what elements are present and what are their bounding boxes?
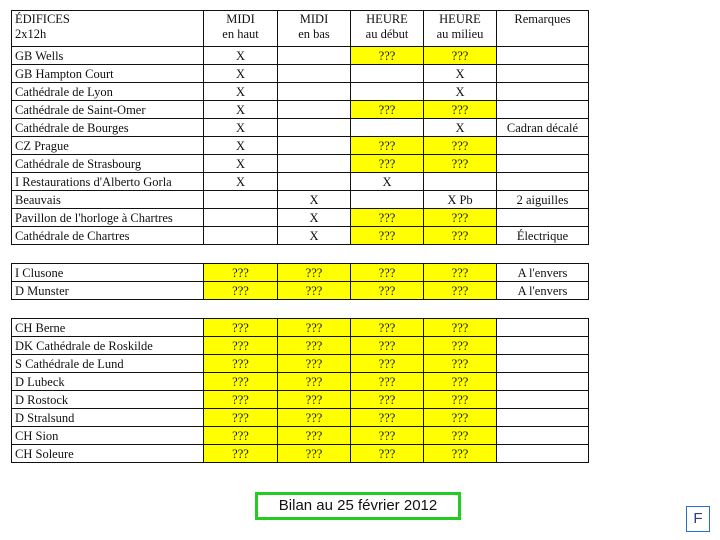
cell-midi-en-bas: ??? xyxy=(278,282,351,300)
cell-heure-au-milieu: ??? xyxy=(424,391,497,409)
cell-remarques xyxy=(497,427,589,445)
table-row xyxy=(12,319,589,337)
cell-heure-au-debut: ??? xyxy=(351,282,424,300)
cell-edifice-name: Cathédrale de Lyon xyxy=(12,83,204,101)
cell-remarques xyxy=(497,101,589,119)
cell-heure-au-milieu: X xyxy=(424,119,497,137)
cell-edifice-name: GB Wells xyxy=(12,47,204,65)
cell-edifice-name: D Lubeck xyxy=(12,373,204,391)
table-row xyxy=(12,427,589,445)
cell-heure-au-debut xyxy=(351,119,424,137)
cell-midi-en-bas: X xyxy=(278,227,351,245)
table-row xyxy=(12,101,589,119)
table-row xyxy=(12,173,589,191)
cell-remarques: Électrique xyxy=(497,227,589,245)
cell-heure-au-debut xyxy=(351,83,424,101)
table-row xyxy=(12,264,589,282)
cell-heure-au-milieu: ??? xyxy=(424,101,497,119)
cell-midi-en-haut: X xyxy=(204,47,278,65)
cell-remarques: A l'envers xyxy=(497,264,589,282)
header-heure-au-debut xyxy=(351,11,424,47)
header-midi-en-haut-line2: en haut xyxy=(222,27,259,41)
cell-edifice-name: DK Cathédrale de Roskilde xyxy=(12,337,204,355)
cell-remarques xyxy=(497,155,589,173)
cell-midi-en-bas: ??? xyxy=(278,355,351,373)
cell-edifice-name: CH Soleure xyxy=(12,445,204,463)
cell-midi-en-bas: X xyxy=(278,191,351,209)
cell-remarques xyxy=(497,319,589,337)
cell-heure-au-milieu: ??? xyxy=(424,264,497,282)
cell-heure-au-debut xyxy=(351,65,424,83)
cell-heure-au-debut: ??? xyxy=(351,427,424,445)
cell-edifice-name: Cathédrale de Chartres xyxy=(12,227,204,245)
cell-midi-en-bas: ??? xyxy=(278,391,351,409)
cell-edifice-name: S Cathédrale de Lund xyxy=(12,355,204,373)
header-remarques xyxy=(497,11,589,47)
cell-heure-au-milieu: ??? xyxy=(424,409,497,427)
cell-midi-en-bas: ??? xyxy=(278,264,351,282)
cell-remarques xyxy=(497,409,589,427)
cell-midi-en-haut: X xyxy=(204,83,278,101)
cell-remarques xyxy=(497,83,589,101)
slide-corner-label: F xyxy=(686,506,710,532)
cell-edifice-name: D Stralsund xyxy=(12,409,204,427)
cell-midi-en-bas xyxy=(278,101,351,119)
cell-heure-au-milieu: X Pb xyxy=(424,191,497,209)
header-edifices-line1: ÉDIFICES xyxy=(15,12,70,26)
cell-heure-au-milieu: ??? xyxy=(424,47,497,65)
cell-heure-au-debut: ??? xyxy=(351,337,424,355)
cell-midi-en-bas xyxy=(278,119,351,137)
cell-remarques xyxy=(497,445,589,463)
header-heure-au-milieu-line2: au milieu xyxy=(436,27,484,41)
cell-midi-en-haut: ??? xyxy=(204,445,278,463)
cell-heure-au-milieu: ??? xyxy=(424,209,497,227)
cell-heure-au-debut: ??? xyxy=(351,373,424,391)
cell-midi-en-haut: ??? xyxy=(204,319,278,337)
table-row xyxy=(12,373,589,391)
group-2-body xyxy=(12,264,589,300)
cell-heure-au-milieu: ??? xyxy=(424,373,497,391)
cell-edifice-name: Cathédrale de Saint-Omer xyxy=(12,101,204,119)
cell-heure-au-debut: ??? xyxy=(351,209,424,227)
table-row xyxy=(12,409,589,427)
table-group-3 xyxy=(11,318,589,463)
cell-remarques xyxy=(497,65,589,83)
cell-midi-en-haut: ??? xyxy=(204,355,278,373)
cell-midi-en-haut: ??? xyxy=(204,409,278,427)
table-row xyxy=(12,119,589,137)
cell-heure-au-milieu: ??? xyxy=(424,445,497,463)
cell-midi-en-bas: ??? xyxy=(278,319,351,337)
cell-edifice-name: I Clusone xyxy=(12,264,204,282)
cell-midi-en-bas xyxy=(278,173,351,191)
cell-edifice-name: Pavillon de l'horloge à Chartres xyxy=(12,209,204,227)
cell-edifice-name: Cathédrale de Bourges xyxy=(12,119,204,137)
cell-midi-en-bas: ??? xyxy=(278,427,351,445)
cell-heure-au-milieu: ??? xyxy=(424,319,497,337)
table-row xyxy=(12,65,589,83)
cell-heure-au-debut: ??? xyxy=(351,155,424,173)
header-heure-au-debut-line1: HEURE xyxy=(366,12,408,26)
cell-midi-en-bas: ??? xyxy=(278,409,351,427)
header-remarques-line1: Remarques xyxy=(514,12,571,26)
cell-heure-au-milieu: X xyxy=(424,83,497,101)
cell-midi-en-bas xyxy=(278,47,351,65)
cell-midi-en-bas: ??? xyxy=(278,337,351,355)
cell-midi-en-haut: X xyxy=(204,101,278,119)
cell-remarques xyxy=(497,209,589,227)
cell-heure-au-milieu xyxy=(424,173,497,191)
cell-midi-en-haut xyxy=(204,209,278,227)
cell-midi-en-bas xyxy=(278,155,351,173)
cell-remarques: 2 aiguilles xyxy=(497,191,589,209)
table-row xyxy=(12,47,589,65)
cell-midi-en-haut: ??? xyxy=(204,337,278,355)
cell-heure-au-milieu: ??? xyxy=(424,282,497,300)
header-midi-en-bas-line2: en bas xyxy=(298,27,330,41)
cell-heure-au-debut: ??? xyxy=(351,409,424,427)
cell-heure-au-debut: ??? xyxy=(351,264,424,282)
cell-remarques xyxy=(497,355,589,373)
cell-midi-en-bas xyxy=(278,83,351,101)
cell-midi-en-haut: ??? xyxy=(204,282,278,300)
header-heure-au-milieu xyxy=(424,11,497,47)
cell-midi-en-bas xyxy=(278,65,351,83)
cell-edifice-name: CH Berne xyxy=(12,319,204,337)
cell-remarques xyxy=(497,137,589,155)
cell-edifice-name: I Restaurations d'Alberto Gorla xyxy=(12,173,204,191)
cell-heure-au-milieu: ??? xyxy=(424,155,497,173)
cell-midi-en-bas xyxy=(278,137,351,155)
cell-remarques xyxy=(497,337,589,355)
cell-midi-en-bas: ??? xyxy=(278,373,351,391)
table-row xyxy=(12,137,589,155)
cell-edifice-name: CZ Prague xyxy=(12,137,204,155)
cell-heure-au-milieu: ??? xyxy=(424,427,497,445)
cell-midi-en-bas: X xyxy=(278,209,351,227)
header-midi-en-haut-line1: MIDI xyxy=(226,12,255,26)
table-row xyxy=(12,355,589,373)
cell-midi-en-haut: X xyxy=(204,173,278,191)
cell-remarques: A l'envers xyxy=(497,282,589,300)
cell-heure-au-debut: ??? xyxy=(351,355,424,373)
cell-heure-au-debut xyxy=(351,191,424,209)
header-midi-en-bas xyxy=(278,11,351,47)
table-group-1 xyxy=(11,10,589,245)
table-row xyxy=(12,337,589,355)
cell-heure-au-debut: ??? xyxy=(351,137,424,155)
cell-heure-au-milieu: X xyxy=(424,65,497,83)
header-heure-au-debut-line2: au début xyxy=(365,27,409,41)
cell-heure-au-debut: ??? xyxy=(351,47,424,65)
cell-midi-en-haut: ??? xyxy=(204,264,278,282)
table-row xyxy=(12,227,589,245)
cell-heure-au-debut: ??? xyxy=(351,101,424,119)
cell-edifice-name: CH Sion xyxy=(12,427,204,445)
header-midi-en-haut xyxy=(204,11,278,47)
header-heure-au-milieu-line1: HEURE xyxy=(439,12,481,26)
table-row xyxy=(12,155,589,173)
cell-heure-au-milieu: ??? xyxy=(424,137,497,155)
cell-heure-au-debut: X xyxy=(351,173,424,191)
cell-midi-en-haut: X xyxy=(204,155,278,173)
cell-heure-au-milieu: ??? xyxy=(424,337,497,355)
cell-midi-en-haut: ??? xyxy=(204,373,278,391)
cell-heure-au-milieu: ??? xyxy=(424,227,497,245)
cell-edifice-name: D Rostock xyxy=(12,391,204,409)
cell-remarques xyxy=(497,373,589,391)
cell-heure-au-milieu: ??? xyxy=(424,355,497,373)
header-edifices xyxy=(12,11,204,47)
bilan-caption: Bilan au 25 février 2012 xyxy=(255,492,461,520)
cell-midi-en-haut: X xyxy=(204,119,278,137)
cell-remarques xyxy=(497,47,589,65)
cell-edifice-name: GB Hampton Court xyxy=(12,65,204,83)
cell-heure-au-debut: ??? xyxy=(351,319,424,337)
table-row xyxy=(12,191,589,209)
cell-remarques xyxy=(497,391,589,409)
header-edifices-line2: 2x12h xyxy=(15,27,47,41)
table-group-2 xyxy=(11,263,589,300)
cell-midi-en-haut: X xyxy=(204,65,278,83)
table-row xyxy=(12,83,589,101)
cell-heure-au-debut: ??? xyxy=(351,227,424,245)
table-row xyxy=(12,209,589,227)
table-row xyxy=(12,282,589,300)
cell-midi-en-haut: ??? xyxy=(204,427,278,445)
group-3-body xyxy=(12,319,589,463)
cell-remarques xyxy=(497,173,589,191)
cell-midi-en-bas: ??? xyxy=(278,445,351,463)
table-row xyxy=(12,445,589,463)
table-row xyxy=(12,391,589,409)
cell-midi-en-haut xyxy=(204,227,278,245)
cell-remarques: Cadran décalé xyxy=(497,119,589,137)
header-midi-en-bas-line1: MIDI xyxy=(299,12,329,26)
cell-midi-en-haut: X xyxy=(204,137,278,155)
cell-midi-en-haut: ??? xyxy=(204,391,278,409)
cell-heure-au-debut: ??? xyxy=(351,445,424,463)
group-1-body xyxy=(12,47,589,245)
cell-edifice-name: Cathédrale de Strasbourg xyxy=(12,155,204,173)
cell-midi-en-haut xyxy=(204,191,278,209)
cell-edifice-name: D Munster xyxy=(12,282,204,300)
table-header-row xyxy=(12,11,589,47)
cell-heure-au-debut: ??? xyxy=(351,391,424,409)
cell-edifice-name: Beauvais xyxy=(12,191,204,209)
